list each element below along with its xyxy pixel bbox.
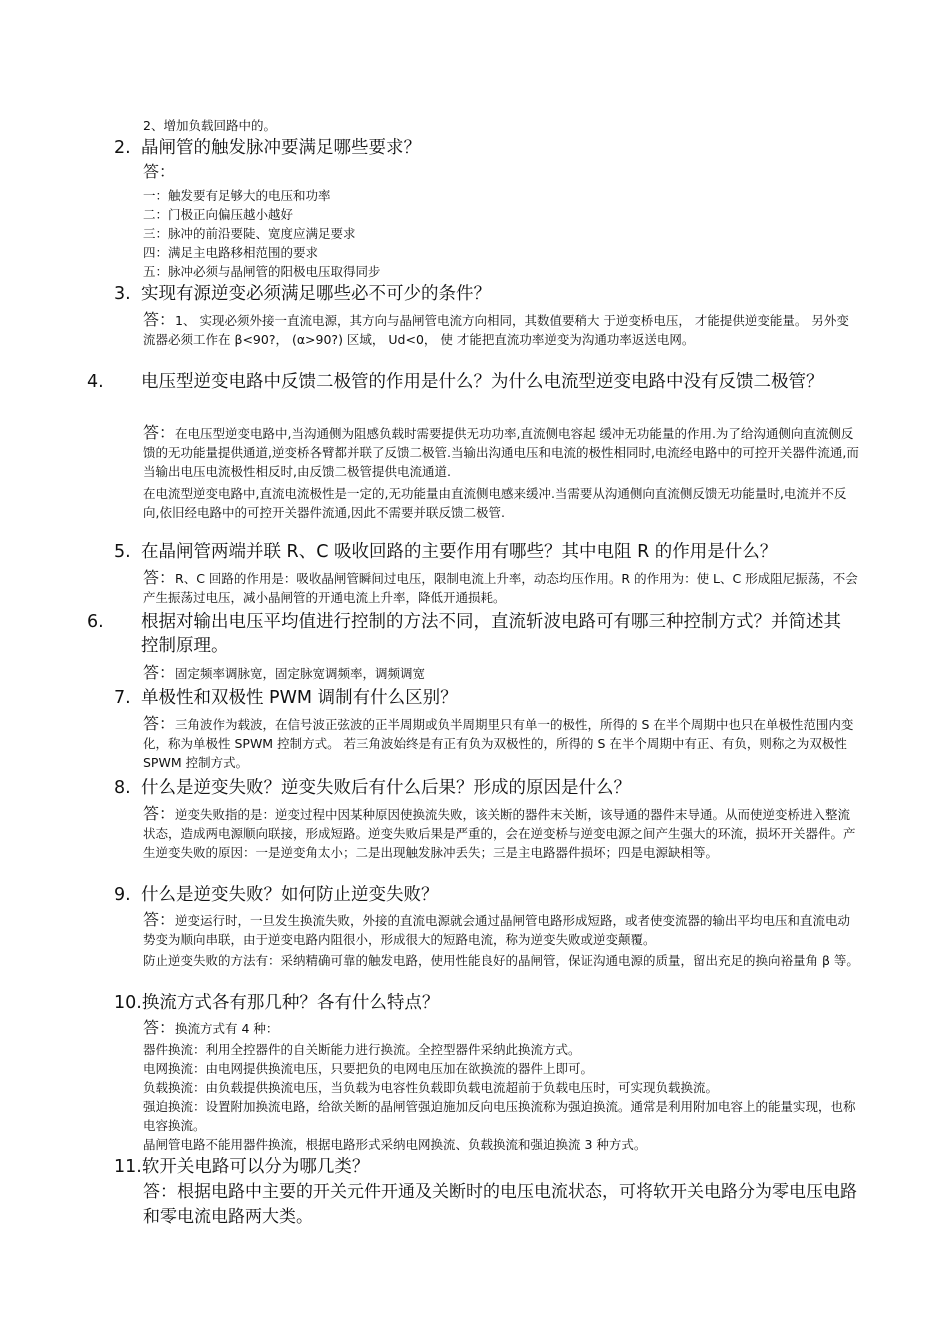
- answer-6: [143, 663, 859, 683]
- q2-item-1: 一：触发要有足够大的电压和功率: [143, 188, 331, 203]
- q2-item-5: 五：脉冲必须与晶闸管的阳极电压取得同步: [143, 264, 381, 279]
- question-number: 4.: [87, 372, 104, 392]
- answer-label: 答：: [143, 423, 176, 442]
- question-text: 实现有源逆变必须满足哪些必不可少的条件？: [141, 284, 491, 304]
- q10-line-4: 强迫换流：设置附加换流电路，给欲关断的晶闸管强迫施加反向电压换流称为强迫换流。通常是利用附加电容上的能量实现，也称电容换流。: [143, 1099, 856, 1133]
- answer-label: 答：: [143, 310, 176, 329]
- answer-9-para-2: 防止逆变失败的方法有：采纳精确可靠的触发电路，使用性能良好的晶闸管，保证沟通电源的质量，留出充足的换向裕量角 β 等。: [143, 953, 859, 968]
- question-number: 7.: [114, 688, 131, 708]
- q10-line-5: 晶闸管电路不能用器件换流，根据电路形式采纳电网换流、负载换流和强迫换流 3 种方式。: [143, 1137, 647, 1152]
- answer-label: 答：: [143, 568, 176, 587]
- question-text: 在晶闸管两端并联 R、C 吸收回路的主要作用有哪些？其中电阻 R 的作用是什么？: [141, 542, 778, 562]
- answer-text: 根据电路中主要的开关元件开通及关断时的电压电流状态，可将软开关电路分为零电压电路和零电流电路两大类。: [143, 1182, 857, 1227]
- answer-text: 1、 实现必须外接一直流电源，其方向与晶闸管电流方向相同，其数值要稍大 于逆变桥电压， 才能提供逆变能量。 另外变流器必须工作在 β<90?， (α>90?) 区域， Ud<0， 使 才能把直流功率逆变为沟通功率返送电网。: [143, 313, 849, 347]
- question-number: 11.: [114, 1157, 142, 1177]
- q2-item-3: 三：脉冲的前沿要陡、宽度应满足要求: [143, 226, 356, 241]
- question-number: 10.: [114, 993, 142, 1013]
- question-10: [114, 991, 864, 1015]
- question-9: [114, 883, 864, 907]
- question-4: [87, 370, 853, 394]
- answer-label: 答：: [143, 714, 176, 733]
- top-line: 2、增加负载回路中的。: [143, 118, 276, 133]
- answer-text: 逆变失败指的是：逆变过程中因某种原因使换流失败，该关断的器件末关断，该导通的器件末导通。从而使逆变桥进入整流状态，造成两电源顺向联接，形成短路。逆变失败后果是严重的，会在逆变桥与逆变电源之间产生强大的环流，损坏开关器件。产生逆变失败的原因：一是逆变角太小；二是出现触发脉冲丢失；三是主电路器件损坏；四是电源缺相等。: [143, 807, 856, 860]
- question-number: 2.: [114, 138, 131, 158]
- question-text: 什么是逆变失败？逆变失败后有什么后果？形成的原因是什么？: [141, 778, 631, 798]
- question-text: 电压型逆变电路中反馈二极管的作用是什么？为什么电流型逆变电路中没有反馈二极管？: [141, 372, 824, 392]
- question-6: [87, 610, 853, 658]
- q2-item-2: 二：门极正向偏压越小越好: [143, 207, 294, 222]
- q10-line-2: 电网换流：由电网提供换流电压，只要把负的电网电压加在欲换流的器件上即可。: [143, 1061, 594, 1076]
- answer-4-para-2: 在电流型逆变电路中,直流电流极性是一定的,无功能量由直流侧电感来缓冲.当需要从沟通侧向直流侧反馈无功能量时,电流并不反向,依旧经电路中的可控开关器件流通,因此不需要并联反馈二极管.: [143, 486, 847, 520]
- question-text: 单极性和双极性 PWM 调制有什么区别？: [141, 688, 458, 708]
- question-number: 6.: [87, 612, 104, 632]
- answer-text: 固定频率调脉宽，固定脉宽调频率，调频调宽: [175, 666, 426, 681]
- question-text: 什么是逆变失败？如何防止逆变失败？: [141, 885, 439, 905]
- answer-text: 逆变运行时，一旦发生换流失败，外接的直流电源就会通过晶闸管电路形成短路，或者使变流器的输出平均电压和直流电动势变为顺向串联，由于逆变电路内阻很小，形成很大的短路电流，称为逆变失败或逆变颠覆。: [143, 913, 851, 947]
- answer-label: 答：: [143, 804, 176, 823]
- answer-label: 答：: [143, 1018, 176, 1037]
- answer-text: 三角波作为载波，在信号波正弦波的正半周期或负半周期里只有单一的极性，所得的 S 在半个周期中也只在单极性范围内变化，称为单极性 SPWM 控制方式。 若三角波始终是有正有负为双极性的，所得的 S 在半个周期中有正、有负，则称之为双极性 SPWM 控制方式。: [143, 717, 854, 770]
- question-text: 晶闸管的触发脉冲要满足哪些要求？: [141, 138, 421, 158]
- question-number: 3.: [114, 284, 131, 304]
- question-8: [114, 776, 864, 800]
- question-7: [114, 686, 864, 710]
- q10-line-1: 器件换流：利用全控器件的自关断能力进行换流。全控型器件采纳此换流方式。: [143, 1042, 581, 1057]
- question-text: 软开关电路可以分为哪几类？: [141, 1157, 370, 1177]
- question-2: [114, 136, 864, 160]
- question-number: 8.: [114, 778, 131, 798]
- answer-text: 在电压型逆变电路中,当沟通侧为阻感负载时需要提供无功功率,直流侧电容起 缓冲无功能量的作用.为了给沟通侧向直流侧反馈的无功能量提供通道,逆变桥各臂都并联了反馈二极管.当输出沟通电压和电流的极性相同时,电流经电路中的可控开关器件流通,而当输出电压电流极性相反时,由反馈二极管提供电流通道.: [143, 426, 859, 479]
- question-text: 根据对输出电压平均值进行控制的方法不同，直流斩波电路可有哪三种控制方式？并简述其控制原理。: [141, 612, 841, 656]
- answer-text: R、C 回路的作用是：吸收晶闸管瞬间过电压，限制电流上升率，动态均压作用。R 的作用为：使 L、C 形成阻尼振荡，不会产生振荡过电压，减小晶闸管的开通电流上升率，降低开通损耗。: [143, 571, 858, 605]
- answer-11: [143, 1180, 859, 1230]
- answer-5: [143, 568, 859, 607]
- question-number: 5.: [114, 542, 131, 562]
- question-text: 换流方式各有那几种？各有什么特点？: [141, 993, 440, 1013]
- answer-text: 换流方式有 4 种：: [175, 1021, 279, 1036]
- q10-line-3: 负载换流：由负载提供换流电压，当负载为电容性负载即负载电流超前于负载电压时，可实现负载换流。: [143, 1080, 719, 1095]
- answer-4: [143, 423, 859, 481]
- answer-9: [143, 910, 859, 949]
- question-11: [114, 1155, 864, 1179]
- q2-item-4: 四：满足主电路移相范围的要求: [143, 245, 319, 260]
- answer-8: [143, 804, 859, 862]
- answer-7: [143, 714, 859, 772]
- question-5: [114, 540, 864, 564]
- answer-10: [143, 1018, 859, 1038]
- answer-label: 答：: [143, 162, 176, 181]
- answer-label: 答：: [143, 663, 176, 682]
- question-number: 9.: [114, 885, 131, 905]
- answer-label: 答：: [143, 910, 176, 929]
- answer-3: [143, 310, 859, 349]
- answer-label: 答：: [143, 1182, 177, 1202]
- question-3: [114, 282, 864, 306]
